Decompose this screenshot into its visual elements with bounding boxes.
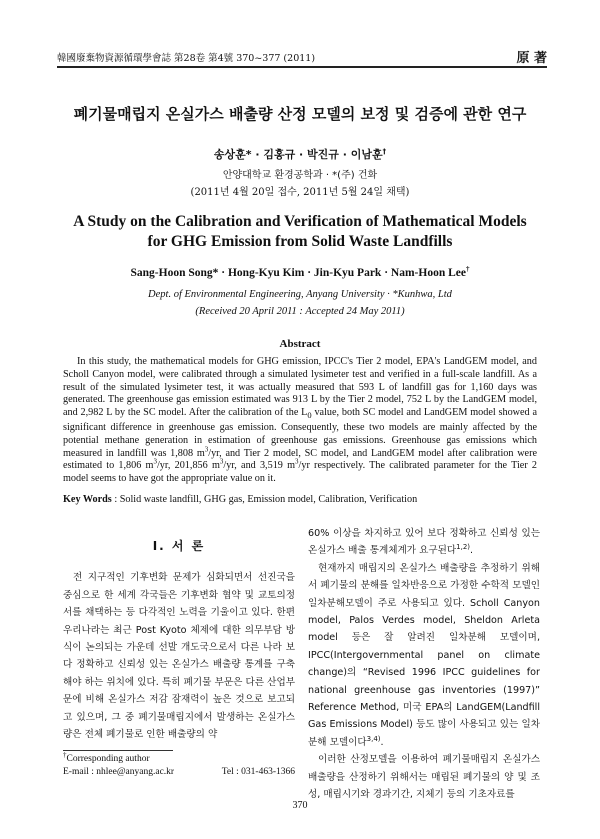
abstract-text-c: /yr, and Tier 2 model, SC model, and LandGEM model after calibration were estimated to 1,806 m <box>63 447 537 472</box>
right-column <box>308 525 540 804</box>
english-affiliation: Dept. of Environmental Engineering, Anyang University · *Kunhwa, Ltd <box>148 289 452 300</box>
english-authors <box>40 267 560 279</box>
journal-citation: 韓國廢棄物資源循環學會誌 第28卷 第4號 370~377 (2011) <box>57 53 316 64</box>
abstract-sup-4: 3 <box>295 458 299 467</box>
english-authors-mark: † <box>465 265 470 274</box>
abstract-heading: Abstract <box>279 338 321 350</box>
intro-paragraph-2 <box>308 525 540 560</box>
abstract-text-a: In this study, the mathematical models for GHG emission, IPCC's Tier 2 model, EPA's LandGEM model, and Scholl Canyon model, were calibrated through a simulated lysimeter test and verified in a full-scale landfill. As a result of the simulated lysimeter test, it was actually measured that 593 L of landfill gas for 1,160 days was generated. The greenhouse gas emission estimated was 913 L by the Tier 2 model, 752 L by the LandGEM model, and 2,982 L by the SC model. After the calibration of the L <box>63 356 537 419</box>
footnote-rule <box>63 750 173 751</box>
english-title-line1: A Study on the Calibration and Verification of Mathematical Models <box>73 213 527 230</box>
korean-affiliation: 안양대학교 환경공학과 · *(주) 건화 <box>222 170 378 181</box>
abstract-sup-2: 3 <box>153 458 157 467</box>
english-title-line2: for GHG Emission from Solid Waste Landfills <box>147 233 453 250</box>
footnote-author: Corresponding author <box>66 754 150 764</box>
intro-p3-end: . <box>380 736 384 748</box>
english-dates: (Received 20 April 2011 : Accepted 24 May 2011) <box>195 306 405 317</box>
intro-p2-end: . <box>470 545 474 557</box>
abstract-body <box>63 356 537 507</box>
korean-authors-names: 송상훈* · 김홍규 · 박진규 · 이남훈 <box>213 148 383 161</box>
english-title <box>40 212 560 252</box>
intro-paragraph-1: 전 지구적인 기후변화 문제가 심화되면서 선진국을 중심으로 한 세계 각국들은 기후변화 협약 및 교토의정서를 채택하는 등 다각적인 노력을 기울이고 있다. 한편 우리나라는 최근 Post Kyoto 체제에 대한 의무부담 방식이 논의되는 가운데 선발 개도국으로서 다른 나라 보다 정확하고 신뢰성 있는 온실가스 배출량 통계를 구축해야 하는 위치에 있다. 특히 폐기물 부문은 다른 산업부문에 비해 온실가스 저감 잠재력이 높은 것으로 보고되고 있으며, 그 중 폐기물매립지에서 발생하는 온실가스량은 전체 폐기물로 인한 배출량의 약 <box>63 572 295 741</box>
intro-paragraph-4: 이러한 산정모델을 이용하여 폐기물매립지 온실가스 배출량을 산정하기 위해서는 매립된 폐기물의 양 및 조성, 매립시기와 경과기간, 지체기 등의 기초자료를 <box>308 754 540 801</box>
corresponding-author-footnote <box>63 750 295 779</box>
intro-p2-ref: 1,2) <box>456 543 471 552</box>
korean-title: 폐기물매립지 온실가스 배출량 산정 모델의 보정 및 검증에 관한 연구 <box>73 105 527 123</box>
abstract-sup-3: 3 <box>219 458 224 467</box>
article-type-badge: 原 著 <box>516 51 547 66</box>
left-column <box>63 538 295 743</box>
page-number: 370 <box>292 800 308 811</box>
korean-authors-mark: † <box>382 147 387 156</box>
abstract-subscript: 0 <box>307 410 312 421</box>
footnote-email: E-mail : nhlee@anyang.ac.kr <box>63 767 175 777</box>
abstract-text-f: /yr respectively. The calibrated parameter for the Tier 2 model seems to have got the appropriate value on it. <box>63 460 538 485</box>
footnote-mark: † <box>63 750 67 759</box>
intro-p3-text: 현재까지 매립지의 온실가스 배출량을 추정하기 위해서 폐기물의 분해를 일차반응으로 가정한 수학적 모델인 일차분해모델이 주로 사용되고 있다. Scholl Canyon model, Palos Verdes model, Sheldon Arleta model 등은 잘 알려진 일차분해 모델이며, IPCC(Intergovernmental panel on climate change)의 “Revised 1996 IPCC guidelines for national greenhouse gas inventories (1997)” Reference Method, 미국 EPA의 LandGEM(Landfill Gas Emissions Model) 등도 많이 사용되고 있는 일차분해 모델이다 <box>308 562 540 748</box>
intro-paragraph-3 <box>308 560 540 751</box>
keywords-label: Key Words <box>63 494 112 505</box>
keywords-line <box>63 494 537 507</box>
intro-p3-ref: 3,4) <box>366 734 381 743</box>
abstract-text-e: /yr, and 3,519 m <box>223 460 296 472</box>
intro-p2-text: 60% 이상을 차지하고 있어 보다 정확하고 신뢰성 있는 온실가스 배출 통계체계가 요구된다 <box>308 528 540 557</box>
section-heading-introduction: I. 서 론 <box>152 539 206 553</box>
korean-dates: (2011년 4월 20일 접수, 2011년 5월 24일 채택) <box>190 187 410 198</box>
footnote-author-line <box>63 750 295 766</box>
abstract-text-d: /yr, 201,856 m <box>156 460 220 472</box>
english-authors-names: Sang-Hoon Song* · Hong-Kyu Kim · Jin-Kyu Park · Nam-Hoon Lee <box>130 267 466 279</box>
header-rule <box>57 66 547 68</box>
abstract-sup-1: 3 <box>204 445 209 454</box>
korean-authors <box>40 146 560 162</box>
abstract-paragraph <box>63 356 537 486</box>
footnote-tel: Tel : 031-463-1366 <box>221 767 295 777</box>
abstract-text-b: value, both SC model and LandGEM model showed a significant difference in greenhouse gas emission. Consequently, these two models are mainly affected by the potential methane generation in estimation of greenhouse gas emissions. Greenhouse gas emissions which measured in landfill was 1,808 m <box>63 407 537 459</box>
keywords-list: : Solid waste landfill, GHG gas, Emission model, Calibration, Verification <box>111 494 418 505</box>
